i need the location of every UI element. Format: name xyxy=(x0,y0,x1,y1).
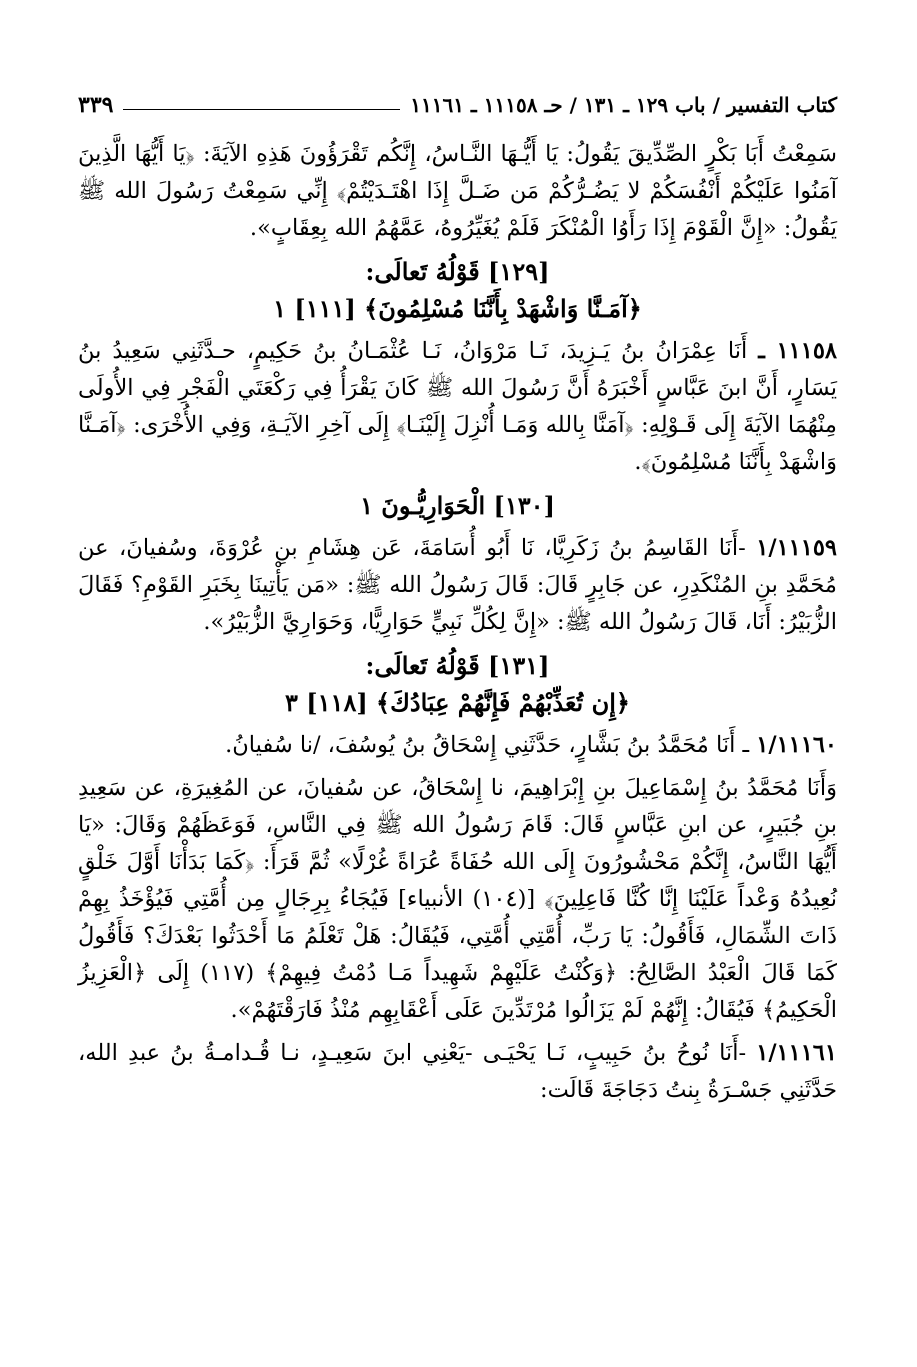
paragraph-text: ـ أَنَا مُحَمَّدُ بنُ بَشَّارٍ، حَدَّثَنِي إِسْحَاقُ بنُ يُوسُفَ، /نا سُفيانُ. xyxy=(225,732,750,758)
paragraph-text: أَنَا عِمْرَانُ بنُ يَـزِيدَ، نَـا مَرْوَانُ، نَـا عُثْمَـانُ بنُ حَكِيمٍ، حـدَّثَنِي سَعِيدُ بنُ يَسَارٍ، أَنَّ ابنَ عَبَّاسٍ أَخْبَرَهُ أَنَّ رَسُولَ الله ﷺ كَانَ يَقْرَأُ فِي رَكْعَتَي الْفَجْرِ فِي الأُولَى مِنْهُمَا الآيَةَ إِلَى قَـوْلِهِ: ﴿آمَنَّا بِالله وَمَـا أُنْزِلَ إِلَيْنَـا﴾ إِلَى آخِرِ الآيَـةِ، وَفِي الأُخْرَى: ﴿آمَـنَّا وَاشْهَدْ بِأَنَّنَا مُسْلِمُونَ﴾. xyxy=(78,338,837,475)
hadith-number: ١/١١١٦٠ xyxy=(756,732,837,758)
section-heading: [١٢٩] قَوْلُهُ تَعالَى: xyxy=(365,257,550,286)
hadith-number: ١١١٥٨ ـ xyxy=(758,338,837,364)
hadith-number: ١/١١١٦١ xyxy=(756,1040,837,1066)
hadith-paragraph xyxy=(78,333,837,481)
hadith-paragraph xyxy=(78,1035,837,1109)
body-text xyxy=(78,136,837,1109)
header-rule xyxy=(123,109,400,110)
paragraph-text: سَمِعْتُ أَبَا بَكْرٍ الصِّدِّيقَ يَقُولُ: يَا أَيُّـهَا النَّـاسُ، إِنَّكُم تَقْرَؤُونَ هَذِهِ الآيَةَ: ﴿يَا أَيُّهَا الَّذِينَ آمَنُوا عَلَيْكُمْ أَنْفُسَكُمْ لا يَضُـرُّكُمْ مَن ضَـلَّ إِذَا اهْتَـدَيْتُمْ﴾ إِنِّي سَمِعْتُ رَسُولَ الله ﷺ يَقُولُ: «إِنَّ الْقَوْمَ إِذَا رَأَوُا الْمُنْكَرَ فَلَمْ يُغَيِّرُوهُ، عَمَّهُمُ الله بِعِقَابٍ». xyxy=(78,141,837,241)
page-number: ٣٣٩ xyxy=(78,92,114,118)
running-title: كتاب التفسير / باب ١٢٩ ـ ١٣١ / حـ ١١١٥٨ ـ ١١١٦١ xyxy=(410,93,837,117)
hadith-paragraph xyxy=(78,727,837,764)
running-header xyxy=(78,88,837,122)
verse-heading: ﴿آمَـنَّا وَاشْهَدْ بِأَنَّنَا مُسْلِمُونَ﴾ [١١١] ١ xyxy=(273,294,642,323)
paragraph-text: وَأَنَا مُحَمَّدُ بنُ إِسْمَاعِيلَ بنِ إِبْرَاهِيمَ، نا إِسْحَاقُ، عن سُفيانَ، عن المُغِيرَةِ، عن سَعِيدِ بنِ جُبَيرٍ، عن ابنِ عَبَّاسٍ قَالَ: قَامَ رَسُولُ الله ﷺ فِي النَّاسِ، فَوَعَظَهُمْ وَقَالَ: «يَا أَيُّهَا النَّاسُ، إِنَّكُمْ مَحْشُورُونَ إِلَى الله حُفَاةً عُرَاةً غُرْلًا» ثُمَّ قَرَأَ: ﴿كَمَا بَدَأْنَا أَوَّلَ خَلْقٍ نُعِيدُهُ وَعْداً عَلَيْنَا إِنَّا كُنَّا فَاعِلِينَ﴾ [(١٠٤) الأنبياء] فَيُجَاءُ بِرِجَالٍ مِن أُمَّتِي فَيُؤْخَذُ بِهِمْ ذَاتَ الشِّمَالِ، فَأَقُولُ: يَا رَبِّ، أُمَّتِي أُمَّتِي، فَيُقَالُ: هَلْ تَعْلَمُ مَا أَحْدَثُوا بَعْدَكَ؟ فَأَقُولُ كَمَا قَالَ الْعَبْدُ الصَّالِحُ: ﴿وَكُنْتُ عَلَيْهِمْ شَهِيداً مَـا دُمْتُ فِيهِمْ﴾ (١١٧) إِلَى ﴿الْعَزِيزُ الْحَكِيمُ﴾ فَيُقَالُ: إِنَّهُمْ لَمْ يَزَالُوا مُرْتَدِّينَ عَلَى أَعْقَابِهِم مُنْذُ فَارَقْتَهُمْ». xyxy=(78,775,838,1023)
paragraph-text: -أَنَا نُوحُ بنُ حَبِيبٍ، نَـا يَحْيَـى -يَعْنِي ابنَ سَعِيـدٍ، نـا قُـدامـةُ بنُ عبدِ الله، حَدَّثَنِي جَسْـرَةُ بِنتُ دَجَاجَةَ قَالَت: xyxy=(78,1040,837,1103)
section-heading: [١٣١] قَوْلُهُ تَعالَى: xyxy=(365,651,550,680)
paragraph xyxy=(78,770,837,1029)
hadith-number: ١/١١١٥٩ xyxy=(756,535,837,561)
paragraph-text: -أَنَا القَاسِمُ بنُ زَكَرِيَّا، نَا أَبُو أُسَامَةَ، عَن هِشَامِ بنِ عُرْوَةَ، وسُفيانَ، عن مُحَمَّدِ بنِ المُنْكَدِرِ، عن جَابِرٍ قَالَ: قَالَ رَسُولُ الله ﷺ: «مَن يَأْتِينَا بِخَبَرِ القَوْمِ؟ فَقَالَ الزُّبَيْرُ: أَنَا، قَالَ رَسُولُ الله ﷺ: «إِنَّ لِكُلِّ نَبِيٍّ حَوَارِيًّا، وَحَوَارِيَّ الزُّبَيْرُ». xyxy=(78,535,837,635)
paragraph xyxy=(78,136,837,247)
verse-heading: ﴿إِن تُعَذِّبْهُمْ فَإِنَّهُمْ عِبَادُكَ﴾ [١١٨] ٣ xyxy=(285,688,630,717)
section-heading: [١٣٠] الْحَوَارِيُّـونَ ١ xyxy=(360,491,555,520)
hadith-paragraph xyxy=(78,530,837,641)
